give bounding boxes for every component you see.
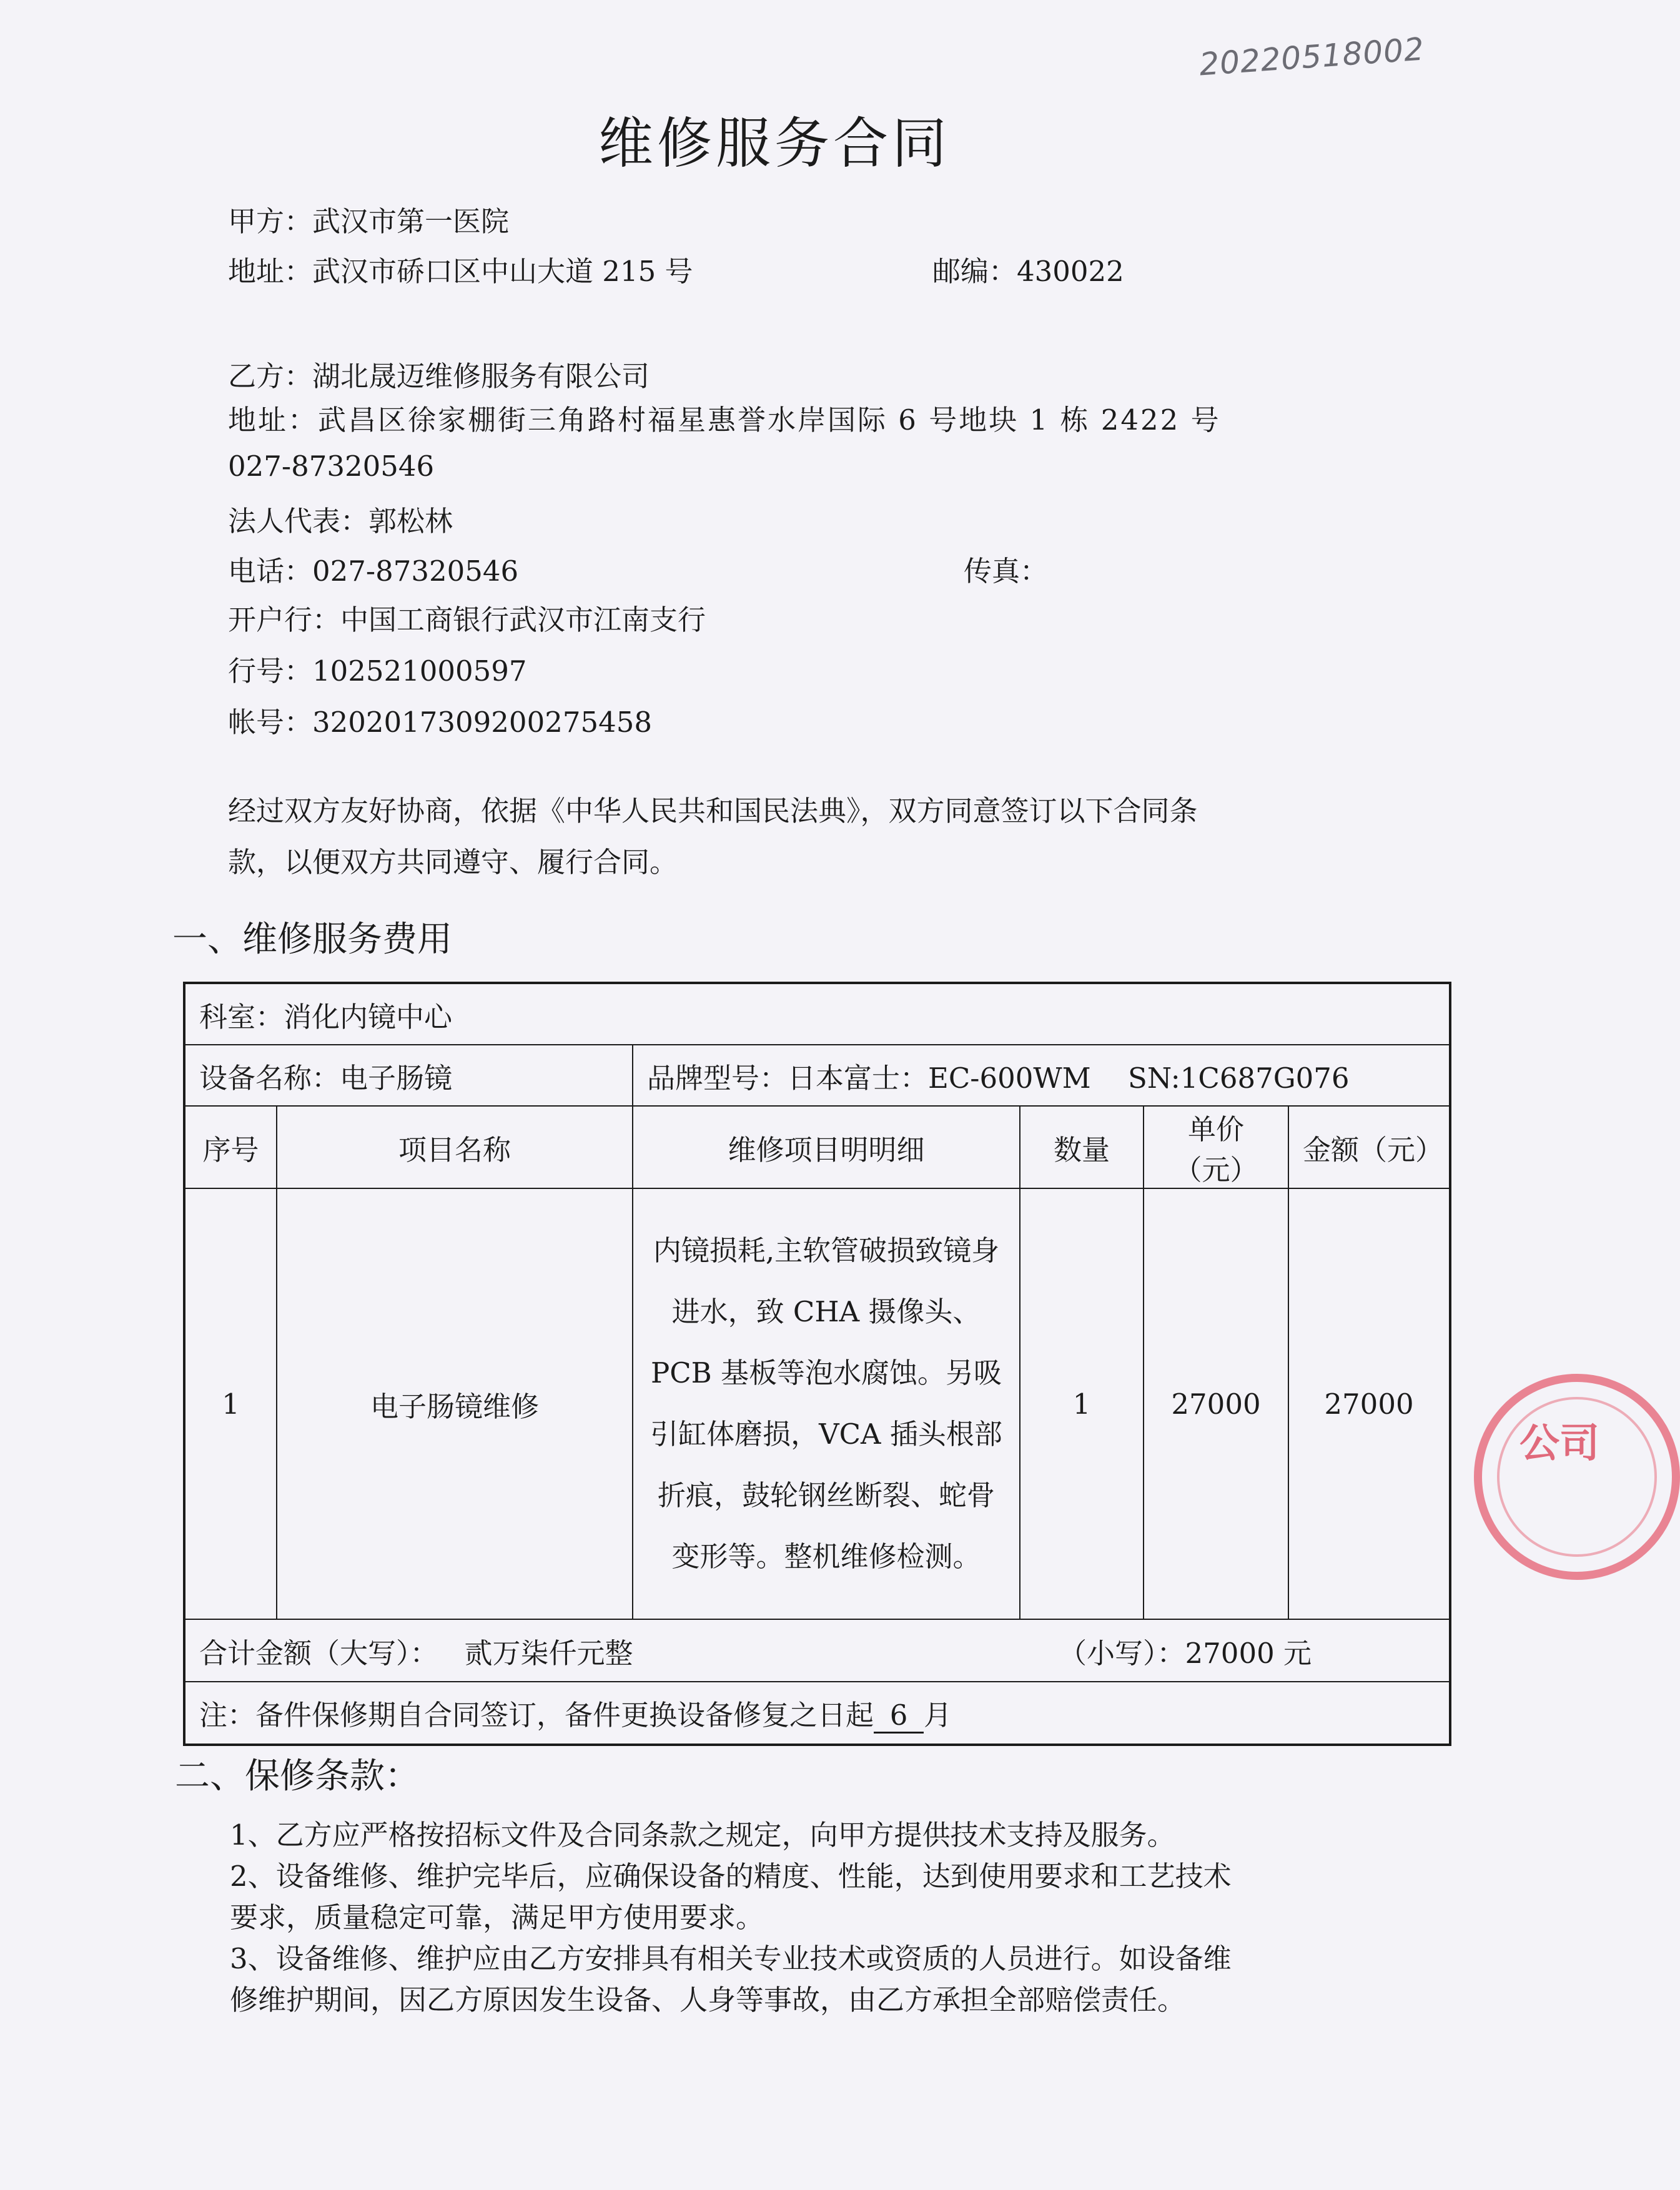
- party-a-address: 地址：武汉市硚口区中山大道 215 号: [228, 255, 693, 288]
- section-1-title: 一、维修服务费用: [172, 919, 452, 960]
- table-row: [184, 1188, 1450, 1619]
- warranty-months: 6: [874, 1699, 924, 1734]
- table-header-row: [184, 1106, 1450, 1188]
- item-quantity: 1: [1020, 1188, 1144, 1619]
- total-lower: （小写）：27000 元: [1059, 1636, 1312, 1670]
- item-no: 1: [184, 1188, 277, 1619]
- item-detail: 内镜损耗,主软管破损致镜身进水，致 CHA 摄像头、PCB 基板等泡水腐蚀。另吸引缸体磨损，VCA 插头根部折痕，鼓轮钢丝断裂、蛇骨变形等。整机维修检测。: [650, 1234, 1002, 1573]
- header-quantity: 数量: [1020, 1106, 1144, 1188]
- party-b-bank: 开户行：中国工商银行武汉市江南支行: [228, 603, 706, 636]
- party-a-postcode: 邮编：430022: [932, 255, 1124, 288]
- header-detail: 维修项目明明细: [633, 1106, 1020, 1188]
- clause-3-line-1: 3、设备维修、维护应由乙方安排具有相关专业技术或资质的人员进行。如设备维: [230, 1942, 1232, 1975]
- header-unit-price: 单价（元）: [1144, 1106, 1288, 1188]
- item-name: 电子肠镜维修: [277, 1188, 633, 1619]
- total-row: [184, 1619, 1450, 1682]
- header-item-name: 项目名称: [277, 1106, 633, 1188]
- legal-representative: 法人代表：郭松林: [228, 505, 453, 538]
- preamble-line-1: 经过双方友好协商，依据《中华人民共和国民法典》，双方同意签订以下合同条: [228, 794, 1198, 827]
- seal-text: 公司: [1519, 1421, 1599, 1467]
- item-unit-price: 27000: [1144, 1188, 1288, 1619]
- company-seal: [1474, 1374, 1680, 1580]
- device-row: [184, 1045, 1450, 1106]
- clause-2-line-2: 要求，质量稳定可靠，满足甲方使用要求。: [230, 1901, 764, 1934]
- party-a-name: 甲方：武汉市第一医院: [228, 205, 510, 238]
- repair-fee-table: [183, 982, 1451, 1746]
- clause-1: 1、乙方应严格按招标文件及合同条款之规定，向甲方提供技术支持及服务。: [230, 1818, 1175, 1852]
- clause-2-line-1: 2、设备维修、维护完毕后，应确保设备的精度、性能，达到使用要求和工艺技术: [230, 1860, 1232, 1893]
- item-detail-cell: [633, 1188, 1020, 1619]
- party-b-phone: 电话：027-87320546: [228, 555, 519, 588]
- handwritten-serial-number: 20220518002: [1198, 31, 1426, 83]
- clause-3-line-2: 修维护期间，因乙方原因发生设备、人身等事故，由乙方承担全部赔偿责任。: [230, 1983, 1186, 2016]
- note-prefix: 注：备件保修期自合同签订，备件更换设备修复之日起: [199, 1699, 874, 1732]
- party-b-name: 乙方：湖北晟迈维修服务有限公司: [228, 360, 650, 393]
- party-b-address: 地址：武昌区徐家棚街三角路村福星惠誉水岸国际 6 号地块 1 栋 2422 号: [228, 403, 1221, 437]
- department-cell: 科室：消化内镜中心: [184, 983, 1450, 1045]
- party-b-address-phone: 027-87320546: [228, 450, 435, 483]
- item-amount: 27000: [1288, 1188, 1450, 1619]
- note-suffix: 月: [924, 1699, 952, 1732]
- note-row: [184, 1682, 1450, 1745]
- party-b-fax: 传真：: [964, 555, 1049, 588]
- brand-model-cell: 品牌型号：日本富士：EC-600WM SN:1C687G076: [633, 1045, 1450, 1106]
- device-name-cell: 设备名称：电子肠镜: [184, 1045, 633, 1106]
- section-2-title: 二、保修条款：: [175, 1756, 420, 1797]
- note-cell: [184, 1682, 1450, 1745]
- header-no: 序号: [184, 1106, 277, 1188]
- preamble-line-2: 款，以便双方共同遵守、履行合同。: [228, 846, 678, 879]
- total-label: 合计金额（大写）：: [199, 1636, 438, 1670]
- total-cell: [184, 1619, 1450, 1682]
- department-row: [184, 983, 1450, 1045]
- party-b-bank-code: 行号：102521000597: [228, 654, 527, 688]
- party-b-account: 帐号：3202017309200275458: [228, 706, 652, 739]
- contract-title: 维修服务合同: [598, 111, 951, 175]
- header-amount: 金额（元）: [1288, 1106, 1450, 1188]
- total-upper: 贰万柒仟元整: [464, 1636, 633, 1670]
